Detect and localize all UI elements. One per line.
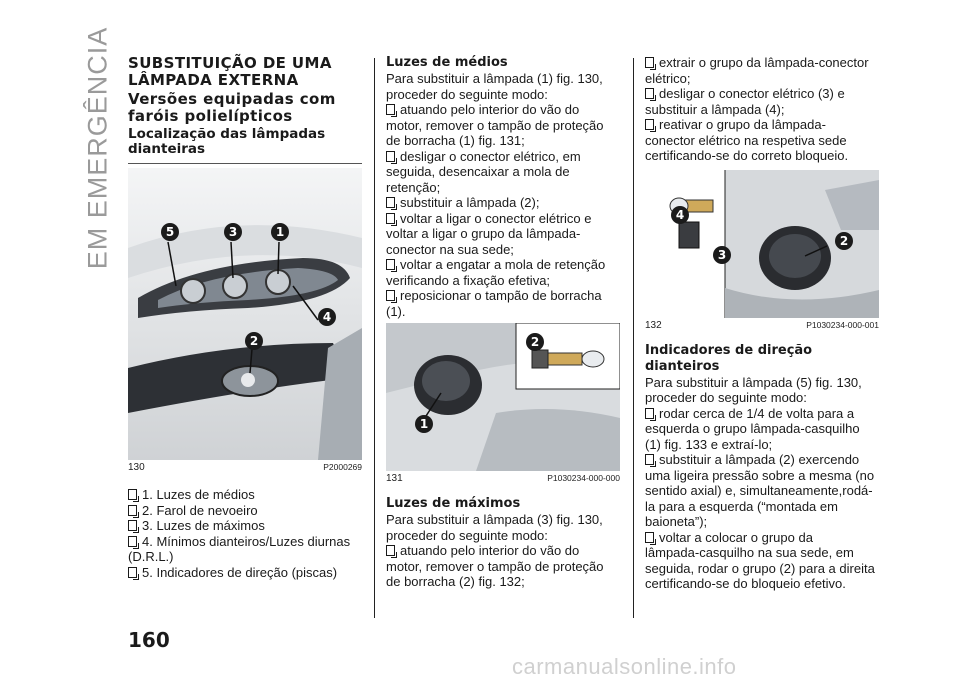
intro-line: proceder do seguinte modo:: [386, 527, 548, 543]
bullet-icon: [645, 88, 654, 99]
step-line: retenção;: [386, 179, 441, 195]
section-title-line: LÂMPADA EXTERNA: [128, 71, 299, 89]
bullet-icon: [645, 454, 654, 465]
callout-2: 2: [835, 232, 853, 250]
heading-high-beam: Luzes de máximos: [386, 496, 521, 511]
step-line: la para a esquerda (“montada em: [645, 498, 838, 514]
step-line: de borracha (2) fig. 132;: [386, 574, 525, 589]
figure-131-lowbeam-photo: [386, 323, 620, 471]
figure-caption: [128, 460, 362, 473]
step: atuando pelo interior do vão do: [386, 543, 620, 559]
callout-5: 5: [161, 223, 179, 241]
step: atuando pelo interior do vão do: [386, 102, 620, 118]
callout-3: 3: [224, 223, 242, 241]
subsection-title-line: Localização das lâmpadas: [128, 126, 326, 142]
step-line: de borracha (1) fig. 131;: [386, 133, 525, 148]
lowbeam-illustration: [386, 323, 620, 471]
step-line: motor, remover o tampão de proteção: [386, 558, 604, 574]
step-line: substituir a lâmpada (4);: [645, 101, 785, 117]
figure-number: 130: [128, 462, 145, 473]
step: substituir a lâmpada (2) exercendo: [645, 452, 879, 468]
intro-line: Para substituir a lâmpada (3) fig. 130,: [386, 512, 603, 527]
step-line: certificando-se do bloqueio efetivo.: [645, 576, 846, 591]
section-title-line: SUBSTITUIÇÃO DE UMA: [128, 54, 332, 72]
subtitle-line: faróis polielípticos: [128, 107, 293, 125]
bullet-icon: [645, 532, 654, 543]
step-line: elétrico;: [645, 70, 691, 86]
step: substituir a lâmpada (2);: [386, 195, 620, 211]
column-divider: [374, 58, 375, 618]
step: voltar a ligar o conector elétrico e: [386, 211, 620, 227]
subtitle-line: Versões equipadas com: [128, 90, 336, 108]
callout-4: 4: [318, 308, 336, 326]
bullet-icon: [386, 545, 395, 556]
list-item: 5. Indicadores de direção (piscas): [128, 565, 362, 581]
bullet-icon: [386, 213, 395, 224]
heading-low-beam: Luzes de médios: [386, 55, 508, 70]
bullet-icon: [386, 290, 395, 301]
heading-turn-signals: Indicadores de direção dianteiros: [645, 342, 813, 374]
figure-code: P2000269: [323, 462, 362, 472]
column-3: [645, 55, 879, 592]
step-line: lâmpada-casquilho na sua sede, em: [645, 545, 854, 560]
step: rodar cerca de 1/4 de volta para a: [645, 406, 879, 422]
figure-caption: [645, 318, 879, 331]
rule: [128, 163, 362, 164]
intro-line: Para substituir a lâmpada (1) fig. 130,: [386, 71, 603, 86]
step-line: conector na sua sede;: [386, 241, 514, 257]
step: desligar o conector elétrico, em: [386, 149, 620, 165]
figure-132-highbeam-photo: [645, 170, 879, 318]
bullet-icon: [645, 119, 654, 130]
intro-line: Para substituir a lâmpada (5) fig. 130,: [645, 374, 862, 390]
step-line: voltar a ligar o grupo da lâmpada-: [386, 226, 581, 241]
bullet-icon: [128, 505, 137, 516]
bullet-icon: [128, 520, 137, 531]
intro-line: proceder do seguinte modo:: [386, 86, 548, 102]
figure-130-headlight-photo: [128, 168, 362, 460]
callout-2: 2: [245, 332, 263, 350]
step-line: (1).: [386, 303, 406, 319]
figure-number: 131: [386, 473, 403, 484]
callout-1: 1: [271, 223, 289, 241]
chapter-side-title: EM EMERGÊNCIA: [82, 26, 113, 270]
step-line: conector elétrico na respetiva sede: [645, 132, 847, 148]
step-line: motor, remover o tampão de proteção: [386, 117, 604, 133]
step: extrair o grupo da lâmpada-conector: [645, 55, 879, 71]
step: desligar o conector elétrico (3) e: [645, 86, 879, 102]
list-item: 1. Luzes de médios: [128, 487, 362, 503]
step-line: (1) fig. 133 e extraí-lo;: [645, 436, 773, 452]
callout-4: 4: [671, 206, 689, 224]
figure-caption: [386, 471, 620, 484]
bullet-icon: [128, 536, 137, 547]
bullet-icon: [386, 104, 395, 115]
step-line: verificando a fixação efetiva;: [386, 272, 551, 288]
subsection-title-line: dianteiras: [128, 141, 206, 157]
column-divider: [633, 58, 634, 618]
watermark: carmanualsonline.info: [512, 654, 737, 679]
step: reativar o grupo da lâmpada-: [645, 117, 879, 133]
step-line: certificando-se do correto bloqueio.: [645, 148, 849, 163]
figure-code: P1030234-000-001: [806, 319, 879, 330]
list-item-continuation: (D.R.L.): [128, 549, 174, 564]
figure-number: 132: [645, 319, 662, 331]
column-1: [128, 55, 362, 580]
bullet-icon: [645, 57, 654, 68]
column-2: [386, 55, 620, 590]
bullet-icon: [386, 259, 395, 270]
figure-code: P1030234-000-000: [547, 473, 620, 483]
step: voltar a engatar a mola de retenção: [386, 257, 620, 273]
list-item: 4. Mínimos dianteiros/Luzes diurnas: [128, 534, 362, 550]
step: voltar a colocar o grupo da: [645, 530, 879, 546]
step-line: uma ligeira pressão sobre a mesma (no: [645, 467, 875, 483]
bullet-icon: [128, 489, 137, 500]
page-number: 160: [128, 628, 170, 652]
callout-1: 1: [415, 415, 433, 433]
step-line: seguida, desencaixar a mola de: [386, 164, 570, 179]
bullet-icon: [128, 567, 137, 578]
step-line: esquerda o grupo lâmpada-casquilho: [645, 421, 860, 436]
callout-3: 3: [713, 246, 731, 264]
bullet-icon: [386, 151, 395, 162]
bulb-list: [128, 487, 362, 580]
bullet-icon: [645, 408, 654, 419]
intro-line: proceder do seguinte modo:: [645, 390, 807, 405]
list-item: 2. Farol de nevoeiro: [128, 503, 362, 519]
callout-2: 2: [526, 333, 544, 351]
step-line: sentido axial) e, simultaneamente,rodá-: [645, 483, 873, 498]
step-line: baioneta”);: [645, 514, 708, 529]
list-item: 3. Luzes de máximos: [128, 518, 362, 534]
bullet-icon: [386, 197, 395, 208]
step: reposicionar o tampão de borracha: [386, 288, 620, 304]
step-line: seguida, rodar o grupo (2) para a direita: [645, 560, 875, 576]
